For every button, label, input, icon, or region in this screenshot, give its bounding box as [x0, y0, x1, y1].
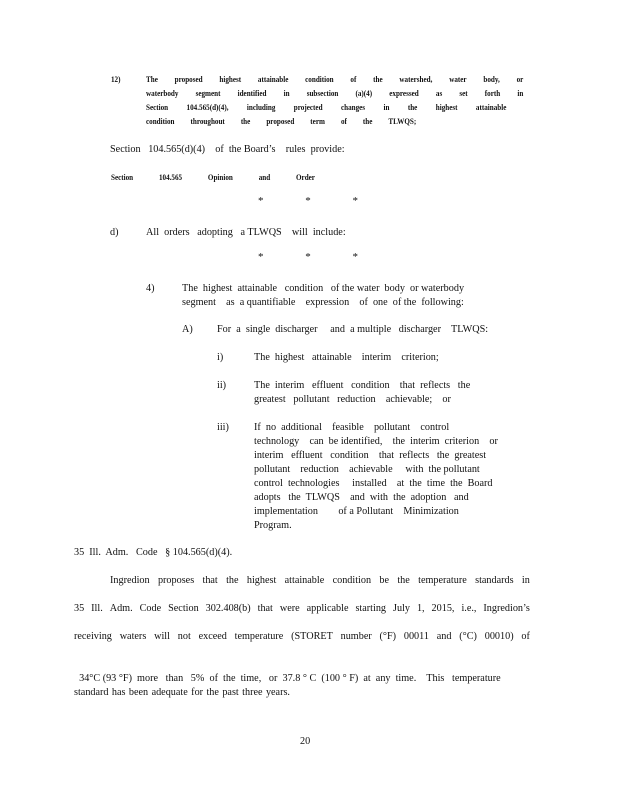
- para-4-line: segment as a quantifiable expression of one of the following:: [182, 297, 464, 308]
- word: (a)(4): [355, 89, 373, 98]
- word: the: [206, 687, 219, 698]
- sub-iii-line: technology can be identified, the interim criterion or: [254, 436, 498, 447]
- word: the: [397, 575, 410, 586]
- word: the: [240, 117, 251, 126]
- word: of: [350, 75, 357, 84]
- star: *: [258, 195, 264, 207]
- word: TLWQS;: [388, 117, 417, 126]
- word: in: [521, 575, 530, 586]
- section-heading: [111, 171, 315, 185]
- word: in: [517, 89, 524, 98]
- word: proposed: [174, 75, 203, 84]
- word: Section: [168, 603, 199, 614]
- word: or: [516, 75, 524, 84]
- para-d-text: All orders adopting a TLWQS will include:: [146, 227, 346, 238]
- word: 2015,: [431, 603, 455, 614]
- body-line: [74, 630, 530, 644]
- word: in: [383, 103, 390, 112]
- word: i.e.,: [461, 603, 477, 614]
- word: proposed: [266, 117, 295, 126]
- word: temperature: [418, 575, 467, 586]
- word: applicable: [306, 603, 349, 614]
- sub-ii-line: The interim effluent condition that reflects the: [254, 380, 471, 391]
- word: not: [177, 631, 191, 642]
- body-text: °C (93 °F) more than 5% of the time, or 37.8 ° C (100 ° F) at any time. This temperature: [89, 673, 501, 684]
- star: *: [305, 195, 311, 207]
- word: set: [459, 89, 468, 98]
- sub-iii-line: Program.: [254, 520, 292, 531]
- word: three: [242, 687, 263, 698]
- word: identified: [237, 89, 267, 98]
- word: highest: [435, 103, 458, 112]
- word: that: [257, 603, 273, 614]
- word: that: [202, 575, 218, 586]
- word: projected: [293, 103, 323, 112]
- section-intro: Section 104.565(d)(4) of the Board’s rules provide:: [110, 144, 345, 155]
- sub-i-label: i): [217, 352, 224, 363]
- word: Section: [111, 173, 134, 182]
- word: (°F): [379, 631, 397, 642]
- word: Adm.: [109, 603, 133, 614]
- word: highest: [219, 75, 242, 84]
- word: including: [246, 103, 276, 112]
- sub-iii-label: iii): [217, 422, 229, 433]
- item-12-line: [146, 73, 523, 87]
- word: were: [279, 603, 300, 614]
- word: condition: [305, 75, 334, 84]
- word: of: [521, 631, 530, 642]
- citation: 35 Ill. Adm. Code § 104.565(d)(4).: [74, 547, 233, 558]
- sub-iii-line: implementation of a Pollutant Minimization: [254, 506, 459, 517]
- word: July: [392, 603, 410, 614]
- word: adequate: [151, 687, 188, 698]
- word: 302.408(b): [205, 603, 251, 614]
- ellipsis-stars: [258, 251, 358, 263]
- word: subsection: [306, 89, 339, 98]
- word: will: [154, 631, 170, 642]
- word: attainable: [257, 75, 289, 84]
- word: has: [111, 687, 126, 698]
- word: in: [283, 89, 290, 98]
- item-12-label: 12): [111, 75, 121, 84]
- item-12-line: [146, 115, 416, 129]
- word: of: [340, 117, 347, 126]
- word: and: [258, 173, 271, 182]
- word: 104.565(d)(4),: [186, 103, 229, 112]
- word: proposes: [157, 575, 195, 586]
- page-number: 20: [300, 736, 311, 747]
- word: Opinion: [207, 173, 233, 182]
- word: attainable: [284, 575, 325, 586]
- word: for: [191, 687, 204, 698]
- word: the: [373, 75, 383, 84]
- word: watershed,: [399, 75, 433, 84]
- word: be: [379, 575, 390, 586]
- word: temperature: [234, 631, 284, 642]
- star: *: [258, 251, 264, 263]
- para-4-label: 4): [146, 283, 155, 294]
- word: as: [435, 89, 443, 98]
- sub-ii-label: ii): [217, 380, 227, 391]
- sub-iii-line: control technologies installed at the time the Board: [254, 478, 493, 489]
- word: Ill.: [91, 603, 103, 614]
- word: 104.565: [158, 173, 183, 182]
- word: been: [128, 687, 149, 698]
- word: the: [226, 575, 239, 586]
- word: waters: [119, 631, 147, 642]
- para-a-text: For a single discharger and a multiple discharger TLWQS:: [217, 324, 489, 335]
- sub-ii-line: greatest pollutant reduction achievable; or: [254, 394, 451, 405]
- sub-iii-line: interim effluent condition that reflects the greatest: [254, 450, 487, 461]
- word: 00010): [484, 631, 514, 642]
- sub-iii-line: If no additional feasible pollutant control: [254, 422, 450, 433]
- sub-iii-line: pollutant reduction achievable with the pollutant: [254, 464, 480, 475]
- star: *: [305, 251, 311, 263]
- word: Ingredion’s: [483, 603, 530, 614]
- para-d-label: d): [110, 227, 119, 238]
- word: number: [340, 631, 372, 642]
- word: 1,: [416, 603, 425, 614]
- word: 35: [74, 603, 85, 614]
- para-4-line: The highest attainable condition of the water body or waterbody: [182, 283, 465, 294]
- word: condition: [332, 575, 372, 586]
- ellipsis-stars: [258, 195, 358, 207]
- word: expressed: [389, 89, 419, 98]
- body-line: [74, 658, 501, 686]
- word: forth: [484, 89, 501, 98]
- sub-i-text: The highest attainable interim criterion;: [254, 352, 439, 363]
- item-12-line: [146, 101, 506, 115]
- word: the: [407, 103, 418, 112]
- word: waterbody: [146, 89, 179, 98]
- word: Section: [146, 103, 169, 112]
- word: and: [436, 631, 452, 642]
- word: exceed: [198, 631, 227, 642]
- body-text: 34: [79, 673, 90, 684]
- word: body,: [483, 75, 500, 84]
- word: standard: [74, 687, 109, 698]
- word: 00011: [403, 631, 429, 642]
- word: past: [222, 687, 239, 698]
- word: Order: [295, 173, 315, 182]
- star: *: [352, 195, 358, 207]
- word: segment: [195, 89, 221, 98]
- word: Ingredion: [110, 575, 150, 586]
- word: (STORET: [291, 631, 333, 642]
- word: attainable: [475, 103, 507, 112]
- word: years.: [265, 687, 290, 698]
- word: starting: [355, 603, 387, 614]
- word: term: [310, 117, 325, 126]
- word: highest: [246, 575, 277, 586]
- word: changes: [340, 103, 366, 112]
- body-line: [110, 574, 530, 588]
- word: the: [362, 117, 373, 126]
- item-12-line: [146, 87, 523, 101]
- word: throughout: [190, 117, 225, 126]
- sub-iii-line: adopts the TLWQS and with the adoption and: [254, 492, 469, 503]
- body-line: [74, 686, 290, 700]
- word: (°C): [459, 631, 477, 642]
- word: The: [146, 75, 158, 84]
- star: *: [352, 251, 358, 263]
- body-line: [74, 602, 530, 616]
- word: standards: [475, 575, 514, 586]
- word: water: [449, 75, 467, 84]
- para-a-label: A): [182, 324, 193, 335]
- word: condition: [146, 117, 175, 126]
- word: Code: [139, 603, 162, 614]
- word: receiving: [74, 631, 112, 642]
